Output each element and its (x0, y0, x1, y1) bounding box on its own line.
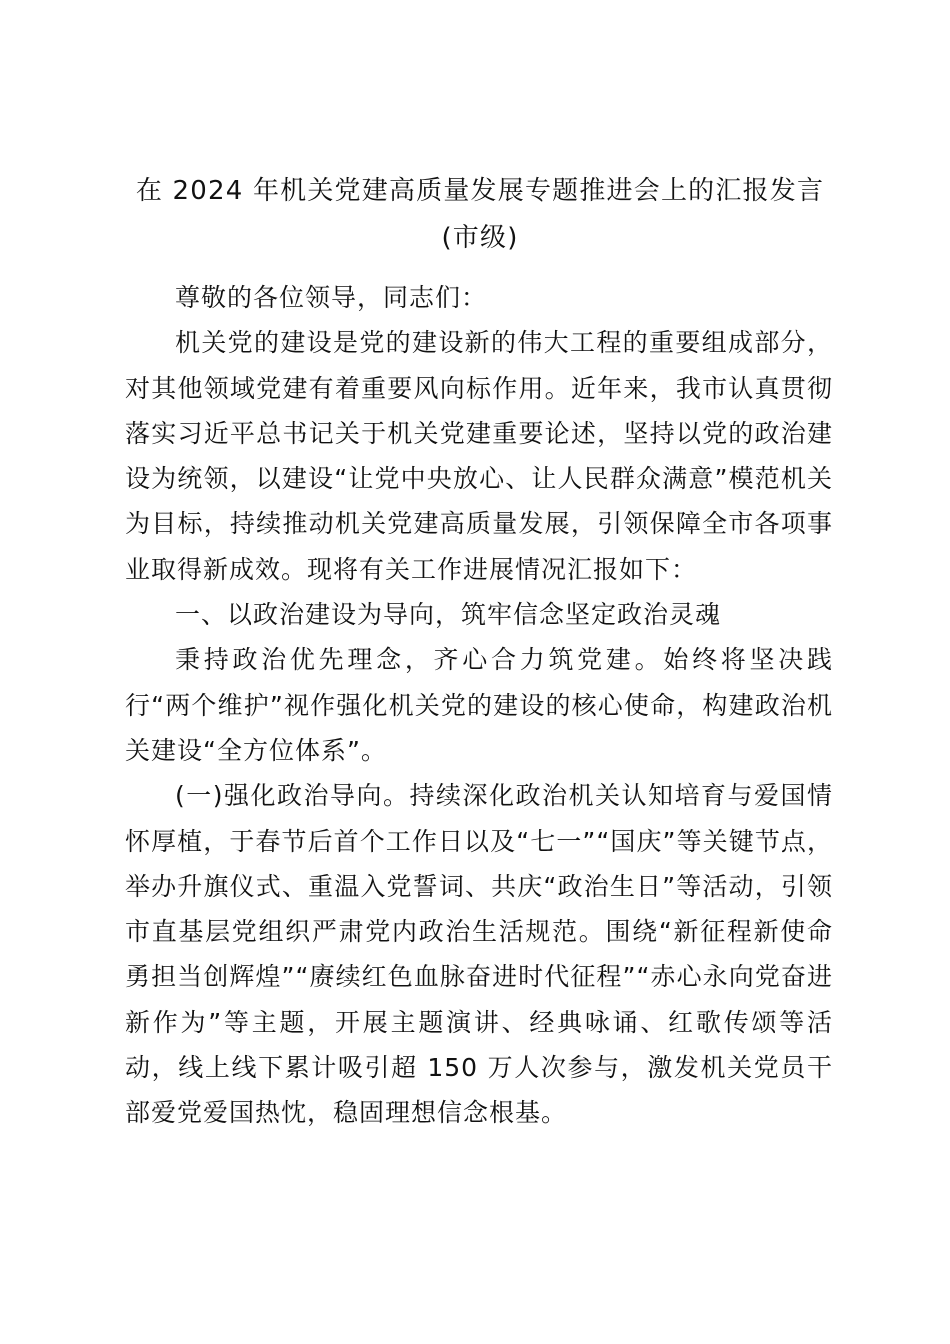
document-body (125, 275, 833, 1136)
intro-paragraph: 机关党的建设是党的建设新的伟大工程的重要组成部分，对其他领域党建有着重要风向标作用。近年来，我市认真贯彻落实习近平总书记关于机关党建重要论述，坚持以党的政治建设为统领，以建设“让党中央放心、让人民群众满意”模范机关为目标，持续推动机关党建高质量发展，引领保障全市各项事业取得新成效。现将有关工作进展情况汇报如下： (125, 328, 833, 584)
subsection-paragraph: (一)强化政治导向。持续深化政治机关认知培育与爱国情怀厚植，于春节后首个工作日以及“七一”“国庆”等关键节点，举办升旗仪式、重温入党誓词、共庆“政治生日”等活动，引领市直基层党组织严肃党内政治生活规范。围绕“新征程新使命勇担当创辉煌”“赓续红色血脉奋进时代征程”“赤心永向党奋进新作为”等主题，开展主题演讲、经典咏诵、红歌传颂等活动，线上线下累计吸引超 150 万人次参与，激发机关党员干部爱党爱国热忱，稳固理想信念根基。 (125, 781, 833, 1128)
section-heading: 一、以政治建设为导向，筑牢信念坚定政治灵魂 (175, 600, 722, 630)
salutation-paragraph: 尊敬的各位领导，同志们： (175, 283, 488, 312)
document-title: 在 2024 年机关党建高质量发展专题推进会上的汇报发言(市级) (135, 176, 825, 253)
section-intro-paragraph: 秉持政治优先理念，齐心合力筑党建。始终将坚决践行“两个维护”视作强化机关党的建设的核心使命，构建政治机关建设“全方位体系”。 (125, 645, 833, 765)
